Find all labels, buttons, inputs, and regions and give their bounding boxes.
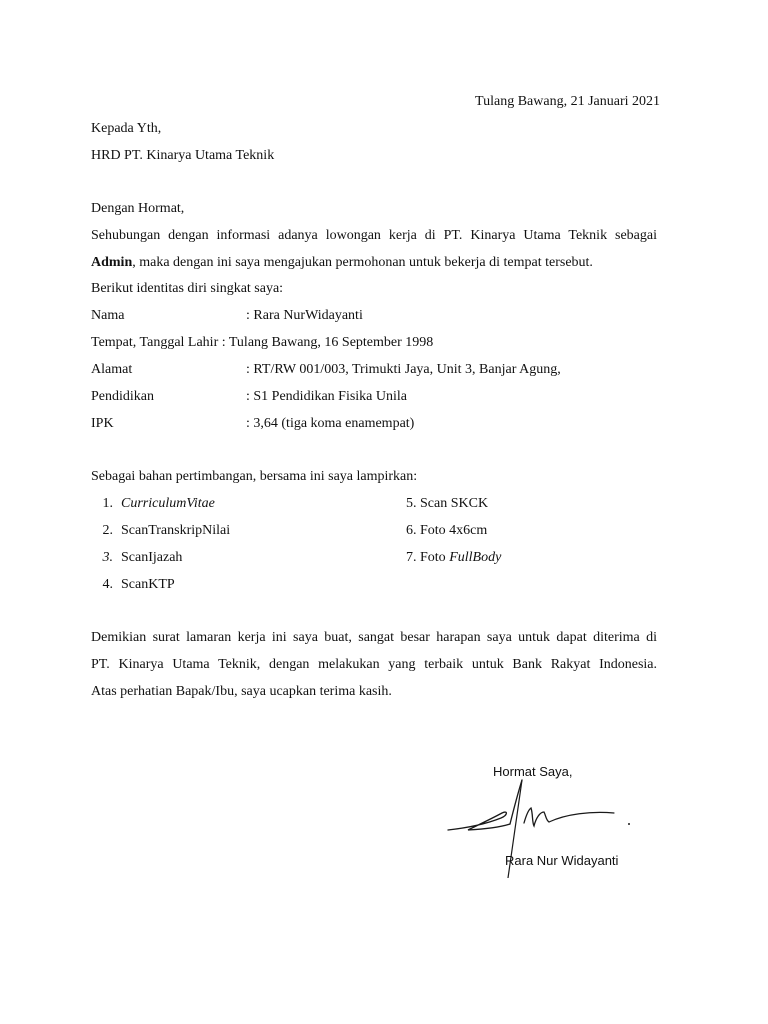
identity-education-label: Pendidikan: [91, 389, 154, 404]
intro-line-1: Sehubungan dengan informasi adanya lowongan kerja di PT. Kinarya Utama Teknik sebagai: [91, 228, 657, 243]
identity-education-row: [91, 388, 407, 406]
identity-name-row: [91, 307, 363, 325]
attachment-text: 5. Scan SKCK: [406, 496, 489, 511]
identity-name-value: : Rara NurWidayanti: [246, 308, 363, 323]
attachment-item: [406, 495, 488, 513]
attachment-text: ScanTranskripNilai: [121, 523, 231, 538]
identity-education-value: : S1 Pendidikan Fisika Unila: [246, 389, 407, 404]
attachment-item: [91, 549, 182, 567]
attachment-number: 1.: [102, 496, 113, 511]
identity-birth-row: Tempat, Tanggal Lahir : Tulang Bawang, 16 September 1998: [91, 335, 434, 350]
closing-line-1: Demikian surat lamaran kerja ini saya buat, sangat besar harapan saya untuk dapat diterima di: [91, 630, 657, 645]
attachment-text: ScanKTP: [121, 577, 175, 592]
identity-gpa-label: IPK: [91, 416, 114, 431]
intro-line-3: Berikut identitas diri singkat saya:: [91, 281, 284, 296]
attachment-item: [91, 576, 175, 594]
identity-address-value: : RT/RW 001/003, Trimukti Jaya, Unit 3, Banjar Agung,: [246, 362, 561, 377]
closing-line-2: PT. Kinarya Utama Teknik, dengan melakukan yang terbaik untuk Bank Rakyat Indonesia.: [91, 657, 657, 672]
attachment-item: [406, 549, 501, 567]
attachment-number: 4.: [102, 577, 113, 592]
identity-address-label: Alamat: [91, 362, 133, 377]
attachment-number: 3.: [102, 550, 113, 565]
identity-address-row: [91, 361, 561, 379]
attachment-item: [91, 495, 215, 513]
attachments-intro: Sebagai bahan pertimbangan, bersama ini saya lampirkan:: [91, 469, 418, 484]
recipient-line-1: Kepada Yth,: [91, 121, 162, 136]
attachment-number: 2.: [102, 523, 113, 538]
attachment-text: CurriculumVitae: [121, 496, 215, 511]
closing-line-3: Atas perhatian Bapak/Ibu, saya ucapkan terima kasih.: [91, 684, 392, 699]
identity-gpa-row: [91, 415, 414, 433]
greeting: Dengan Hormat,: [91, 201, 185, 216]
attachment-text: ScanIjazah: [121, 550, 183, 565]
attachment-item: [91, 522, 230, 540]
attachment-text-italic: FullBody: [449, 550, 502, 565]
intro-line-2: [91, 254, 593, 272]
identity-name-label: Nama: [91, 308, 125, 323]
recipient-line-2: HRD PT. Kinarya Utama Teknik: [91, 148, 275, 163]
attachment-text: 6. Foto 4x6cm: [406, 523, 488, 538]
attachment-text: 7. Foto: [406, 550, 450, 565]
signer-name: Rara Nur Widayanti: [505, 853, 619, 868]
identity-gpa-value: : 3,64 (tiga koma enamempat): [246, 416, 415, 431]
attachment-item: [406, 522, 487, 540]
position-applied: Admin: [91, 255, 133, 270]
intro-line-2-text: , maka dengan ini saya mengajukan permohonan untuk bekerja di tempat tersebut.: [132, 255, 593, 270]
letter-date: Tulang Bawang, 21 Januari 2021: [475, 94, 660, 109]
sign-off: Hormat Saya,: [493, 764, 573, 779]
